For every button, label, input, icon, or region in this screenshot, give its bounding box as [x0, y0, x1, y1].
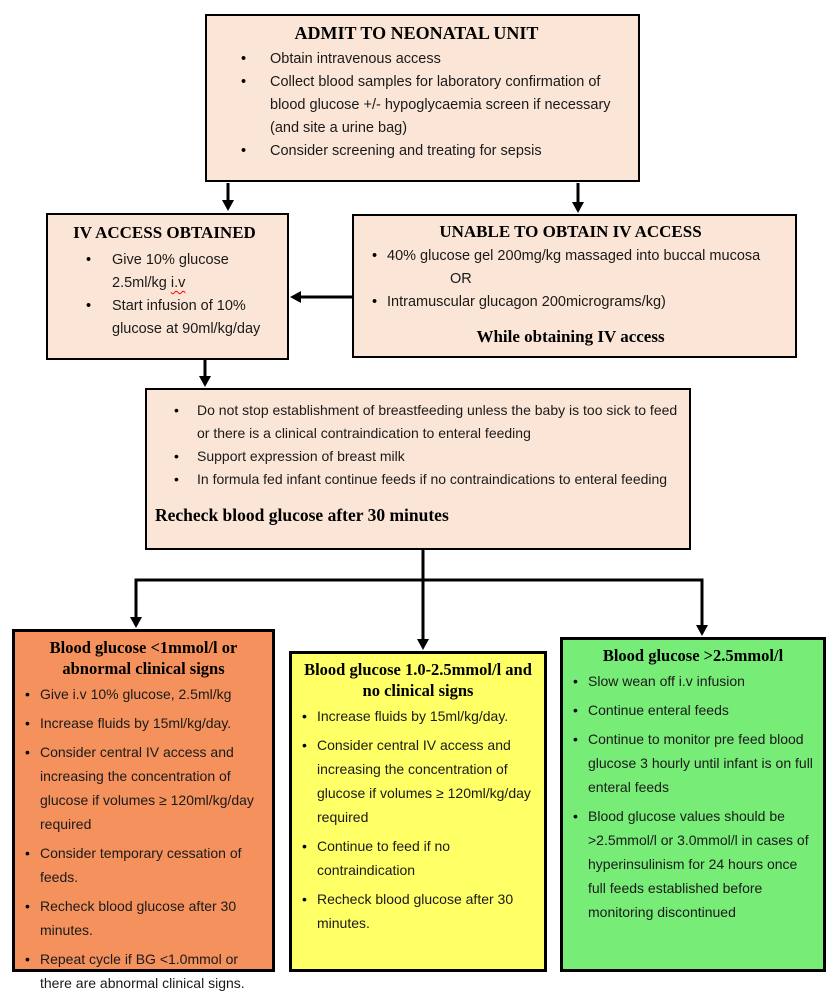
low-glucose-box [12, 629, 275, 991]
arrow-iv-access-to-feeding [199, 360, 211, 387]
list-item: • Increase fluids by 15ml/kg/day. [23, 711, 264, 735]
admit-title: ADMIT TO NEONATAL UNIT [294, 23, 539, 43]
iv-access-title: IV ACCESS OBTAINED [73, 223, 256, 242]
list-item: • Do not stop establishment of breastfeeding unless the baby is too sick to feed or there is a clinical contraindication to enteral feeding [147, 399, 681, 445]
mid-glucose-list [300, 704, 536, 935]
low-glucose-list [23, 682, 264, 995]
list-item: • Recheck blood glucose after 30 minutes. [23, 894, 264, 942]
or-label: OR [450, 271, 472, 287]
feeding-box [145, 388, 691, 550]
arrow-splitter-to-high [696, 580, 708, 636]
list-item: • Continue enteral feeds [571, 698, 815, 722]
arrow-splitter-to-low [130, 580, 142, 628]
high-glucose-title: Blood glucose >2.5mmol/l [602, 646, 784, 665]
feeding-list [147, 399, 681, 491]
arrow-unable-to-iv-access [290, 291, 352, 303]
list-item: • Give i.v 10% glucose, 2.5ml/kg [23, 682, 264, 706]
high-glucose-list [571, 669, 815, 924]
list-item: • Continue to feed if no contraindication [300, 834, 536, 882]
iv-access-box [46, 213, 289, 360]
bullet-text: Give 10% glucose 2.5ml/kg [112, 252, 229, 291]
list-item: • Consider central IV access and increasing the concentration of glucose if volumes ≥ 120ml/kg/day required [300, 733, 536, 829]
unable-iv-list-2 [354, 291, 787, 314]
list-item: • Blood glucose values should be >2.5mmol/l or 3.0mmol/l in cases of hyperinsulinism for 24 hours once full feeds established before monitoring discontinued [571, 804, 815, 924]
list-item: • Increase fluids by 15ml/kg/day. [300, 704, 536, 728]
list-item: • Start infusion of 10% glucose at 90ml/kg/day [48, 295, 281, 341]
arrow-feeding-to-mid [417, 550, 429, 650]
list-item: • Intramuscular glucagon 200micrograms/kg) [354, 291, 787, 314]
list-item: • Collect blood samples for laboratory confirmation of blood glucose +/- hypoglycaemia screen if necessary (and site a urine bag) [207, 71, 626, 140]
low-glucose-title: Blood glucose <1mmol/l or abnormal clinical signs [49, 638, 238, 678]
list-item: • Consider temporary cessation of feeds. [23, 841, 264, 889]
list-item: • Continue to monitor pre feed blood glucose 3 hourly until infant is on full enteral feeds [571, 727, 815, 799]
admit-box [205, 14, 640, 182]
list-item [48, 249, 281, 295]
arrow-admit-to-iv-access [222, 183, 234, 211]
iv-access-list [48, 249, 281, 341]
recheck-note: Recheck blood glucose after 30 minutes [155, 505, 449, 525]
admit-list [207, 48, 626, 163]
list-item: • 40% glucose gel 200mg/kg massaged into buccal mucosa [354, 245, 787, 268]
list-item: • In formula fed infant continue feeds if no contraindications to enteral feeding [147, 468, 681, 491]
list-item: • Slow wean off i.v infusion [571, 669, 815, 693]
list-item: • Obtain intravenous access [207, 48, 626, 71]
unable-iv-list [354, 245, 787, 268]
spellcheck-underlined-text: i.v [170, 275, 186, 291]
high-glucose-box [560, 637, 826, 972]
list-item: • Consider central IV access and increasing the concentration of glucose if volumes ≥ 120ml/kg/day required [23, 740, 264, 836]
while-obtaining-note: While obtaining IV access [476, 327, 665, 346]
unable-iv-box [352, 214, 797, 358]
list-item: • Recheck blood glucose after 30 minutes. [300, 887, 536, 935]
list-item: • Support expression of breast milk [147, 445, 681, 468]
unable-iv-title: UNABLE TO OBTAIN IV ACCESS [439, 222, 702, 241]
list-item: • Consider screening and treating for sepsis [207, 140, 626, 163]
mid-glucose-box [289, 651, 547, 972]
list-item: • Repeat cycle if BG <1.0mmol or there are abnormal clinical signs. [23, 947, 264, 995]
arrow-admit-to-unable [572, 183, 584, 213]
mid-glucose-title: Blood glucose 1.0-2.5mmol/l and no clinical signs [304, 660, 532, 700]
